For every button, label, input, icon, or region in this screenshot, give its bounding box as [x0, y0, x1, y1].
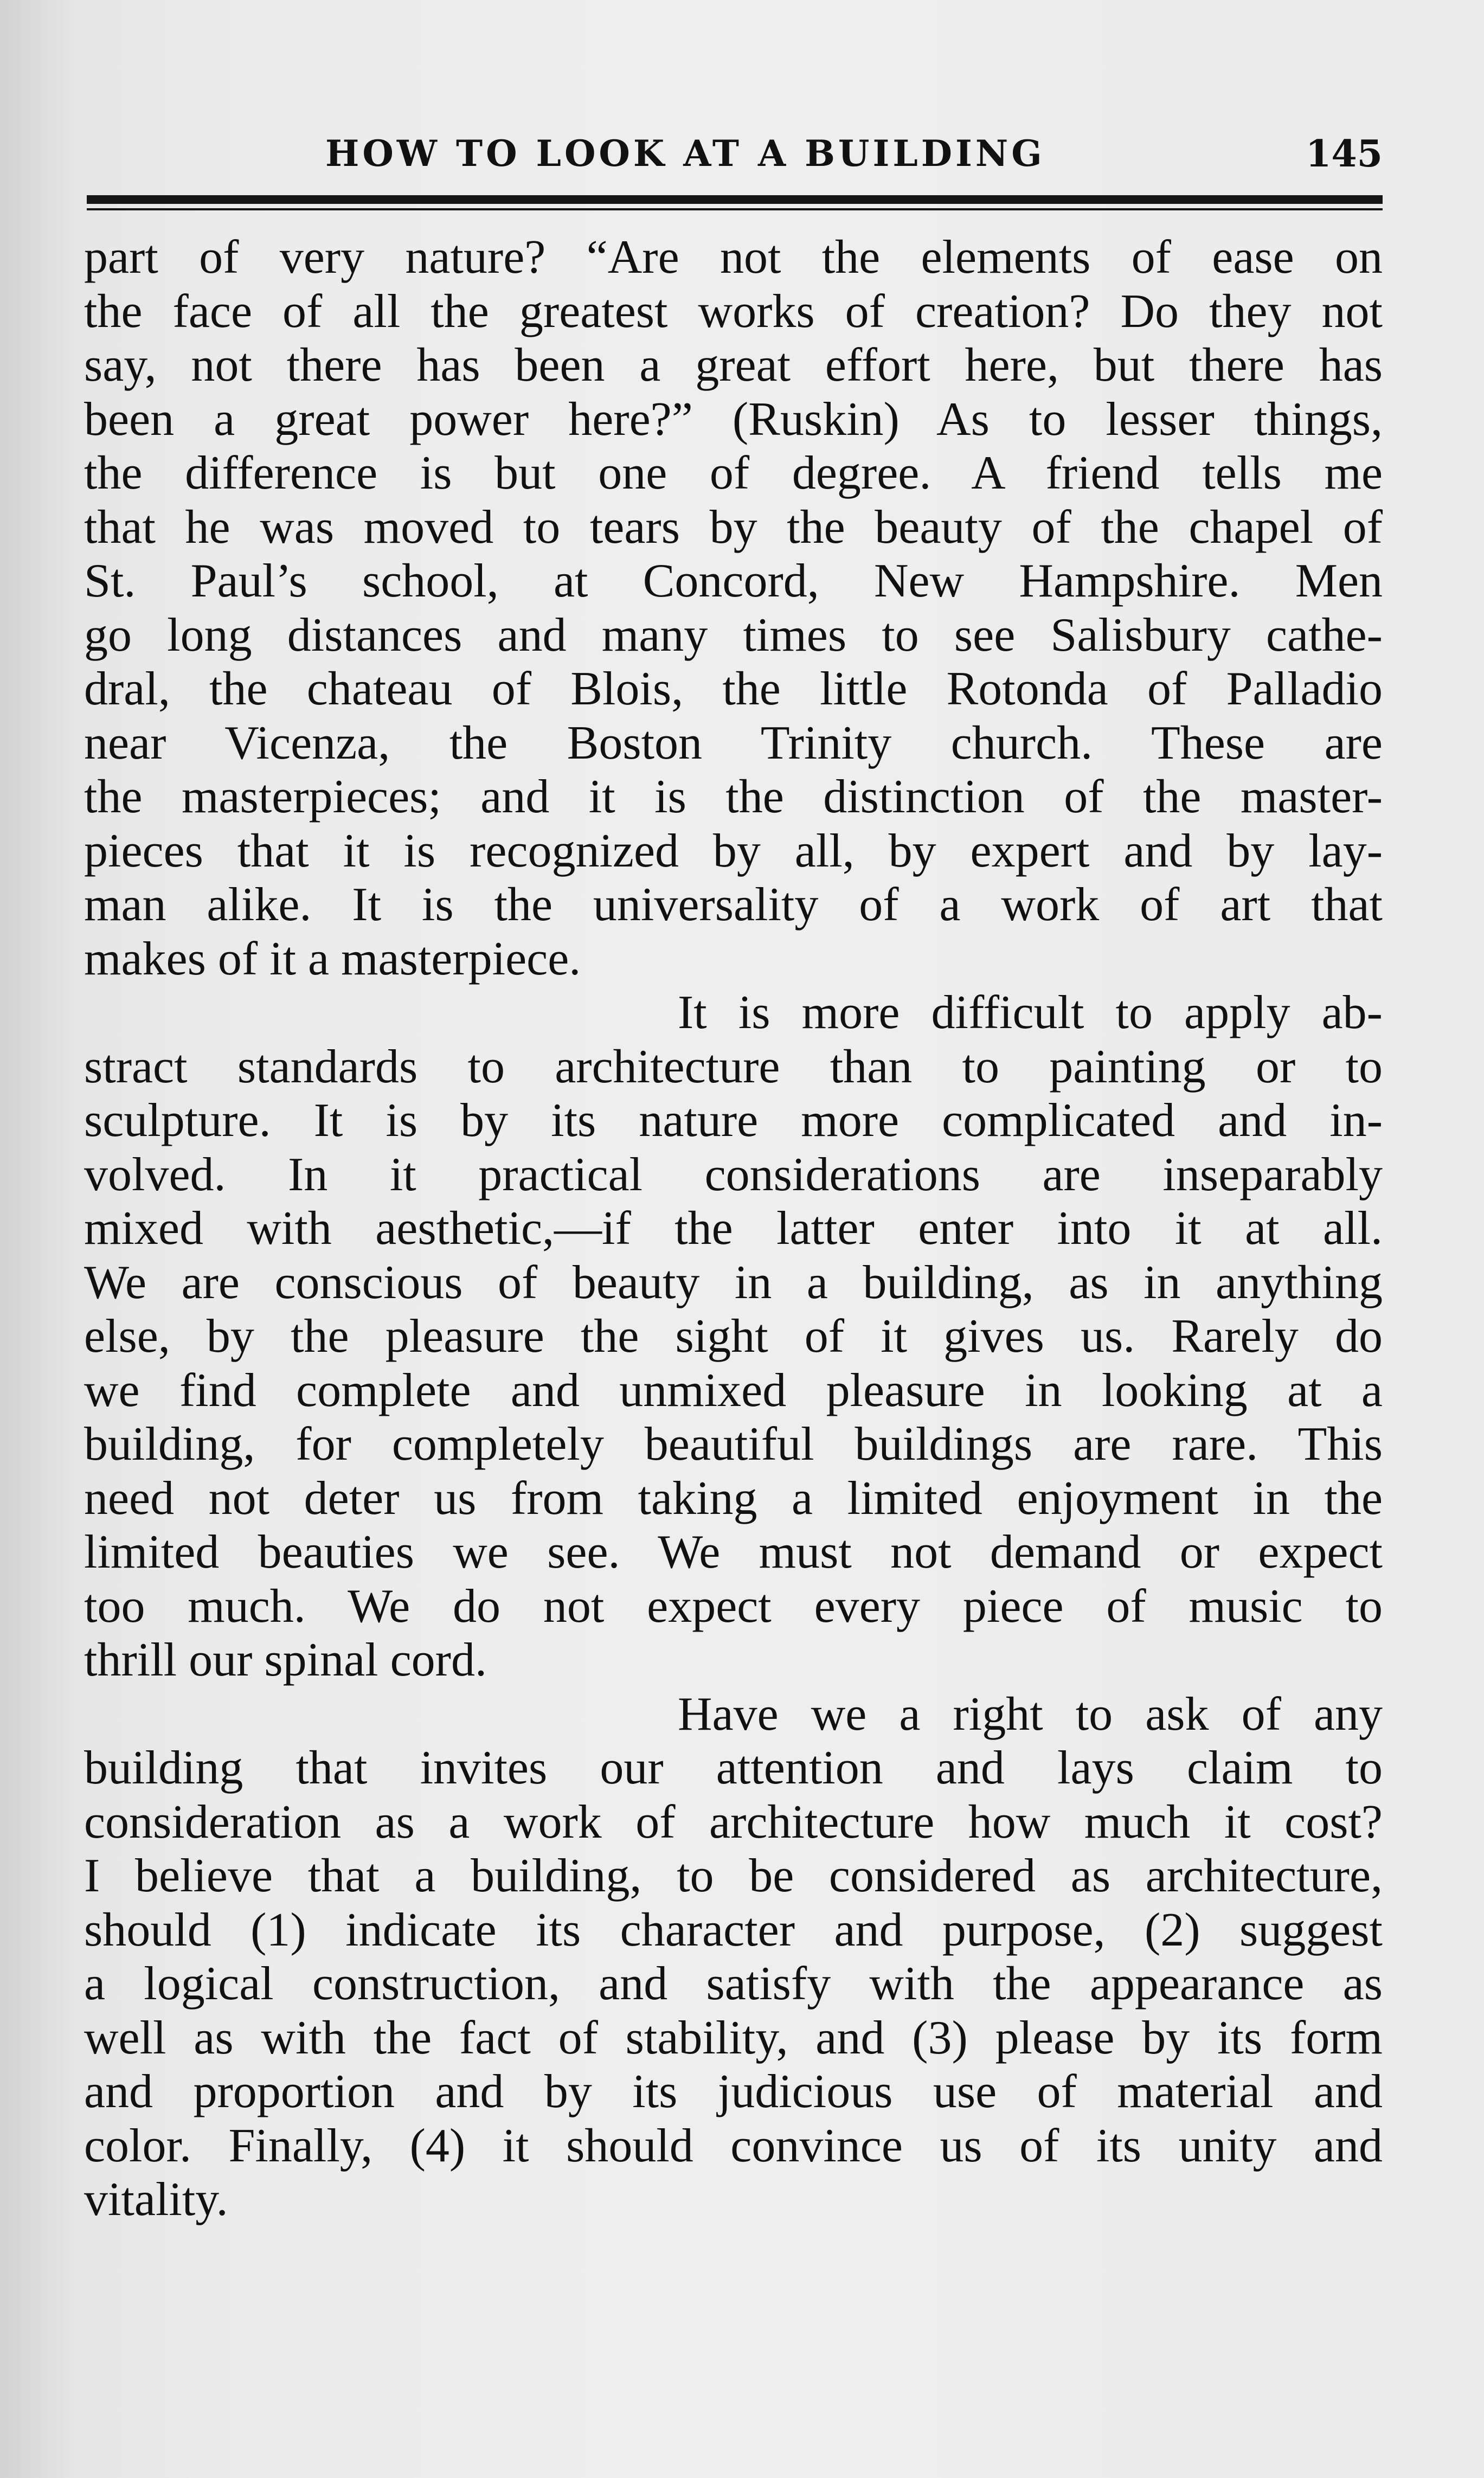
text-line: need not deter us from taking a limited enjoyment in the — [84, 1472, 1383, 1525]
text-line: color. Finally, (4) it should convince us of its unity and — [84, 2119, 1383, 2172]
paragraph-start-line: It is more difficult to apply ab- — [678, 986, 1383, 1039]
text-line: building, for completely beautiful buildings are rare. This — [84, 1418, 1383, 1471]
text-line: dral, the chateau of Blois, the little Rotonda of Palladio — [84, 663, 1383, 715]
text-line: pieces that it is recognized by all, by expert and by lay- — [84, 824, 1383, 877]
text-line: that he was moved to tears by the beauty of the chapel of — [84, 500, 1383, 554]
text-line: makes of it a masterpiece. — [84, 932, 581, 985]
text-line: building that invites our attention and lays claim to — [84, 1742, 1383, 1794]
text-line: mixed with aesthetic,—if the latter enter into it at all. — [84, 1202, 1383, 1255]
text-line: the difference is but one of degree. A friend tells me — [84, 447, 1383, 499]
paragraph-start-line: Have we a right to ask of any — [678, 1687, 1383, 1741]
text-line: We are conscious of beauty in a building, as in anything — [84, 1256, 1383, 1309]
text-line: well as with the fact of stability, and (3) please by its form — [84, 2011, 1383, 2064]
text-line: too much. We do not expect every piece of music to — [84, 1580, 1383, 1633]
text-line: else, by the pleasure the sight of it gives us. Rarely do — [84, 1310, 1383, 1363]
text-line: near Vicenza, the Boston Trinity church. These are — [84, 716, 1383, 769]
text-line: we find complete and unmixed pleasure in looking at a — [84, 1364, 1383, 1417]
text-line: St. Paul’s school, at Concord, New Hampshire. Men — [84, 555, 1383, 607]
text-line: consideration as a work of architecture how much it cost? — [84, 1795, 1383, 1848]
text-line: and proportion and by its judicious use of material and — [84, 2065, 1383, 2118]
text-line: a logical construction, and satisfy with the appearance as — [84, 1957, 1383, 2010]
text-line: go long distances and many times to see Salisbury cathe- — [84, 608, 1383, 662]
text-line: stract standards to architecture than to painting or to — [84, 1040, 1383, 1093]
header-rule-thick — [87, 195, 1383, 204]
text-line: thrill our spinal cord. — [84, 1634, 487, 1686]
text-line: limited beauties we see. We must not demand or expect — [84, 1526, 1383, 1578]
text-line: sculpture. It is by its nature more complicated and in- — [84, 1094, 1383, 1147]
running-head — [87, 125, 1383, 184]
text-line: say, not there has been a great effort here, but there has — [84, 339, 1383, 391]
text-line: should (1) indicate its character and purpose, (2) suggest — [84, 1903, 1383, 1956]
text-line: volved. In it practical considerations are inseparably — [84, 1148, 1383, 1201]
text-line: been a great power here?” (Ruskin) As to lesser things, — [84, 393, 1383, 446]
text-line: man alike. It is the universality of a work of art that — [84, 878, 1383, 931]
text-line: part of very nature? “Are not the elements of ease on — [84, 231, 1383, 284]
text-line: I believe that a building, to be considered as architecture, — [84, 1850, 1383, 1902]
text-line: vitality. — [84, 2173, 228, 2226]
header-rule-thin — [87, 208, 1383, 210]
text-line: the face of all the greatest works of creation? Do they not — [84, 285, 1383, 338]
text-line: the masterpieces; and it is the distinction of the master- — [84, 771, 1383, 823]
body-text — [84, 230, 1383, 2227]
running-head-title: HOW TO LOOK AT A BUILDING — [325, 132, 1045, 175]
page-number: 145 — [1306, 132, 1383, 176]
